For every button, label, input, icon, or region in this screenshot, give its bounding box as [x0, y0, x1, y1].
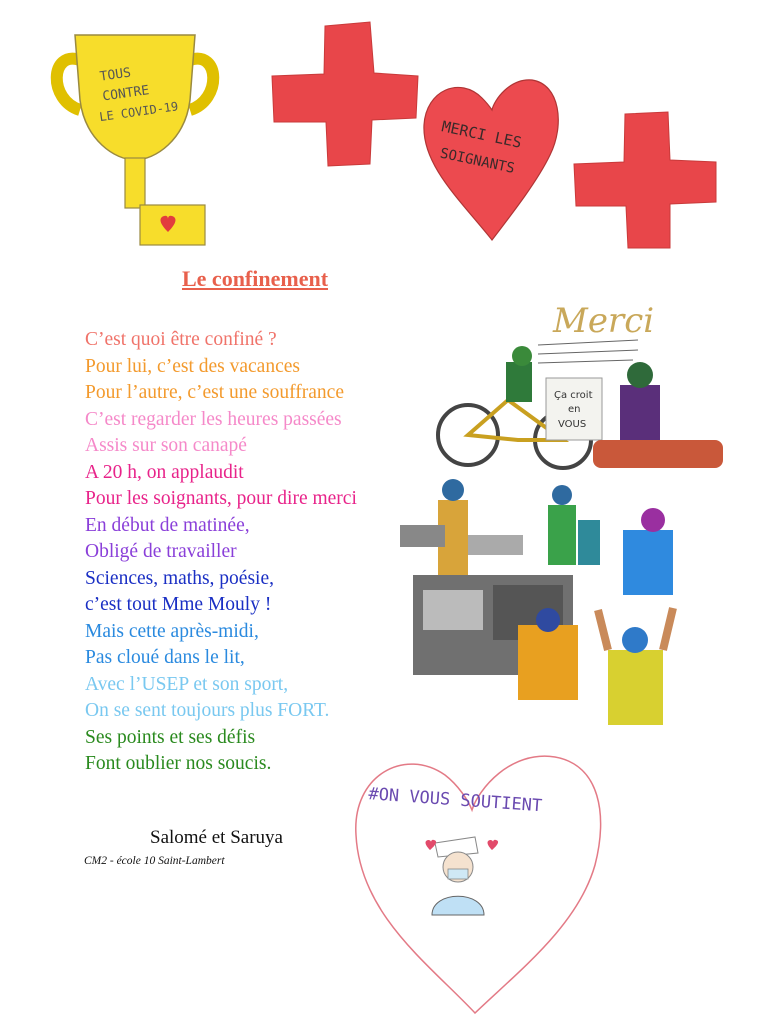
- red-cross-icon: [270, 18, 420, 168]
- poem-line: On se sent toujours plus FORT.: [85, 700, 330, 721]
- poem-line: En début de matinée,: [85, 514, 250, 536]
- poem-line: Assis sur son canapé: [85, 435, 247, 456]
- authors: Salomé et Saruya: [150, 827, 283, 848]
- poem-line: C’est quoi être confiné ?: [85, 329, 277, 350]
- trophy-text-1: TOUS: [98, 65, 132, 85]
- heart-text-1: MERCI LES: [440, 117, 524, 152]
- school-info: CM2 - école 10 Saint-Lambert: [84, 855, 225, 867]
- poem: [85, 327, 357, 778]
- poem-line: Obligé de travailler: [85, 541, 237, 562]
- trophy-text-3: LE COVID-19: [98, 99, 180, 125]
- poem-line: c’est tout Mme Mouly !: [85, 594, 272, 615]
- collage-merci-text: Merci: [553, 301, 655, 341]
- heart-text-2: SOIGNANTS: [438, 145, 517, 177]
- poem-line: Pour les soignants, pour dire merci: [85, 488, 357, 509]
- collage-sign-text-2: en: [568, 404, 581, 415]
- poem-line: Ses points et ses défis: [85, 726, 256, 748]
- poem-line: Mais cette après-midi,: [85, 620, 259, 642]
- collage-image: [398, 290, 728, 730]
- poem-line: Font oublier nos soucis.: [85, 753, 272, 774]
- heart-drawing: [420, 70, 565, 245]
- poem-line: Pour lui, c’est des vacances: [85, 355, 300, 377]
- red-cross-icon: [570, 110, 720, 250]
- poem-line: Sciences, maths, poésie,: [85, 567, 274, 589]
- page-title: Le confinement: [181, 266, 329, 291]
- poem-line: Pas cloué dans le lit,: [85, 647, 245, 668]
- trophy-text-2: CONTRE: [101, 83, 151, 105]
- collage-sign-text-3: VOUS: [558, 419, 587, 430]
- collage-sign-text-1: Ça croit: [554, 390, 593, 401]
- big-heart-drawing: [350, 745, 610, 1020]
- poem-line: Pour l’autre, c’est une souffrance: [85, 382, 344, 403]
- big-heart-text: #ON VOUS SOUTIENT: [367, 784, 543, 817]
- poem-line: A 20 h, on applaudit: [85, 461, 244, 483]
- poem-line: Avec l’USEP et son sport,: [85, 673, 289, 695]
- trophy-drawing: [40, 10, 230, 260]
- poem-line: C’est regarder les heures passées: [85, 408, 342, 430]
